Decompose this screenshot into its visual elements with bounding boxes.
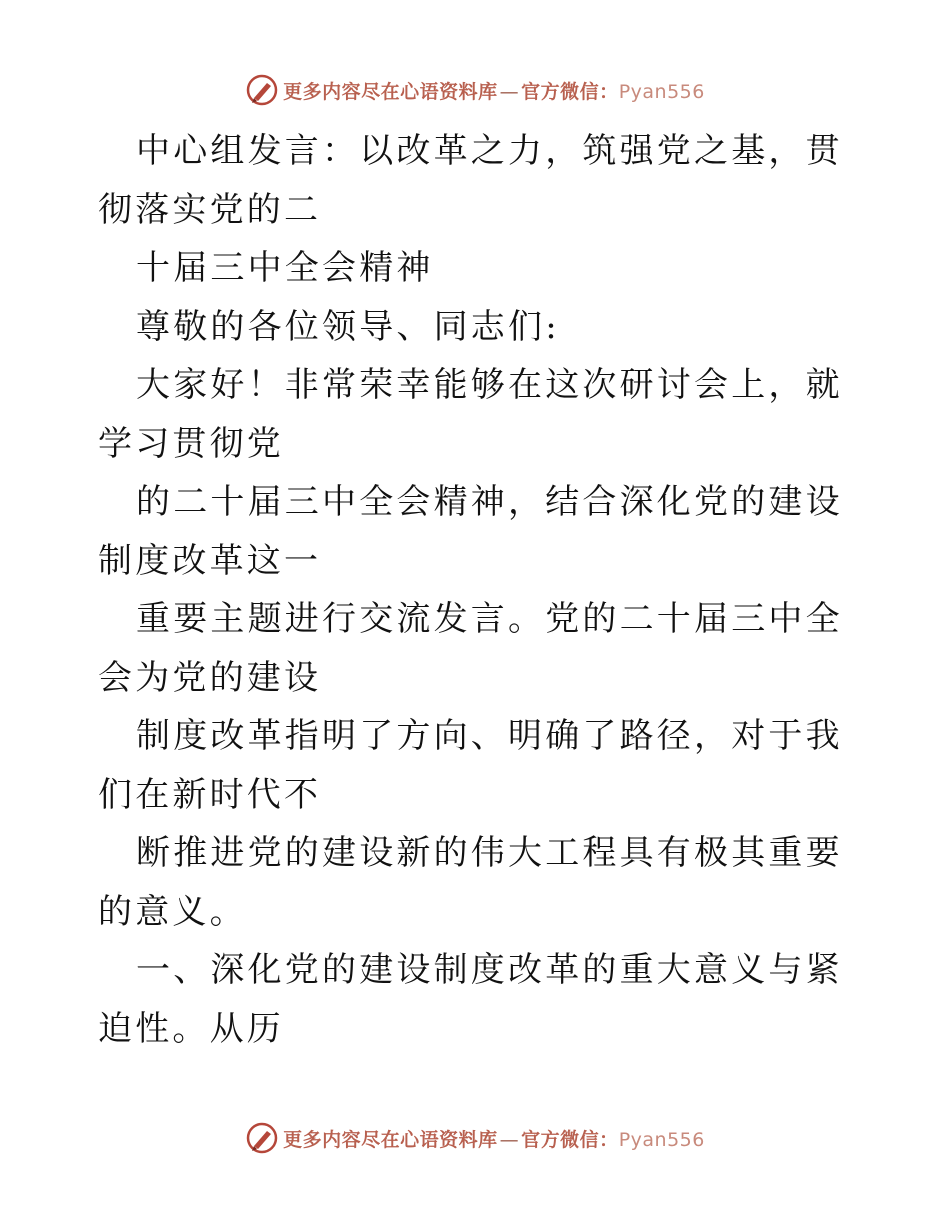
footer-separator: — [499,1128,520,1151]
pen-logo-icon [245,1121,279,1155]
paragraph: 断推进党的建设新的伟大工程具有极其重要的意义。 [98,833,843,932]
pen-logo-icon [245,73,279,107]
paragraph: 重要主题进行交流发言。党的二十届三中全会为党的建设 [98,599,843,698]
paragraph: 制度改革指明了方向、明确了路径，对于我们在新时代不 [98,716,843,815]
footer-banner [0,1118,950,1158]
footer-site: 更多内容尽在心语资料库 [283,1128,498,1151]
paragraph-section-heading: 一、深化党的建设制度改革的重大意义与紧迫性。从历 [98,950,843,1049]
footer-wechat-label: 官方微信： [521,1128,619,1151]
header-text [283,77,705,104]
header-site: 更多内容尽在心语资料库 [283,80,498,103]
paragraph-title: 中心组发言：以改革之力，筑强党之基，贯彻落实党的二 [98,131,843,230]
header-wechat-id: Pyan556 [618,80,705,103]
paragraph-title-continued: 十届三中全会精神 [136,248,434,288]
footer-wechat-id: Pyan556 [618,1128,705,1151]
document-body [98,122,858,1058]
header-separator: — [499,80,520,103]
paragraph: 大家好！非常荣幸能够在这次研讨会上，就学习贯彻党 [98,365,843,464]
header-banner [0,70,950,110]
paragraph-salutation: 尊敬的各位领导、同志们: [136,306,560,347]
paragraph: 的二十届三中全会精神，结合深化党的建设制度改革这一 [98,482,843,581]
header-wechat-label: 官方微信： [521,80,619,103]
footer-text [283,1125,705,1152]
